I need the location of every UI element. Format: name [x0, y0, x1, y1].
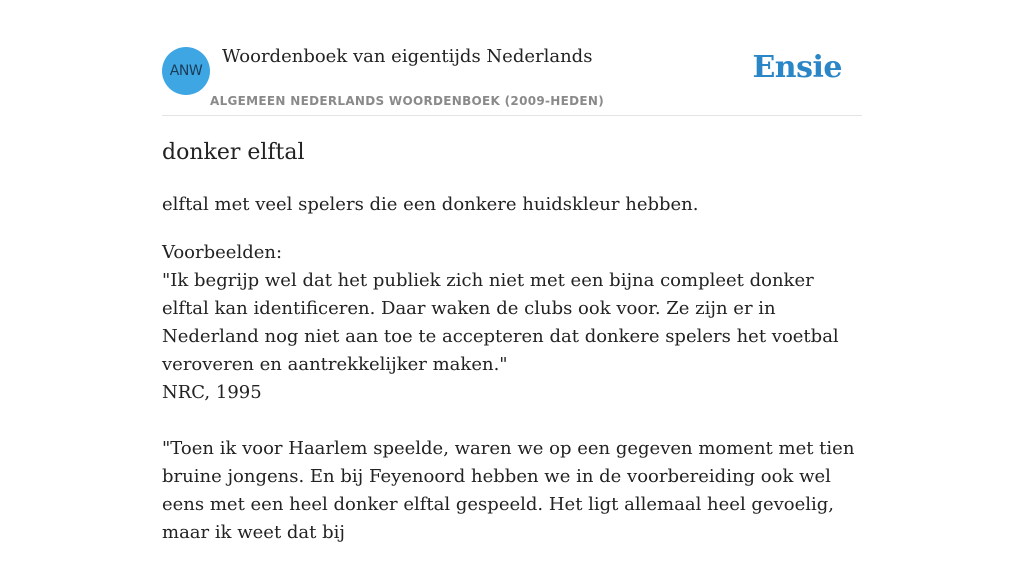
example-source: NRC, 1995 [162, 382, 262, 403]
example-quote: "Ik begrijp wel dat het publiek zich niet met een bijna compleet donker elftal kan identificeren. Daar waken de clubs ook voor. Ze zijn er in Nederland nog niet aan toe te accepteren dat donkere spelers het voetbal veroveren en aantrekkelijker maken." [162, 270, 839, 375]
example-quote: "Toen ik voor Haarlem speelde, waren we op een gegeven moment met tien bruine jongens. En bij Feyenoord hebben we in de voorbereiding ook wel eens met een heel donker elftal gespeeld. Het ligt allemaal heel gevoelig, maar ik weet dat bij [162, 438, 855, 543]
ensie-brand-logo[interactable]: Ensie [752, 50, 842, 85]
entry-definition: elftal met veel spelers die een donkere huidskleur hebben. [162, 194, 699, 215]
example-item [162, 435, 862, 547]
dictionary-subtitle: ALGEMEEN NEDERLANDS WOORDENBOEK (2009-HEDEN) [210, 94, 605, 108]
content-container [162, 0, 862, 543]
dictionary-header [162, 0, 862, 116]
dictionary-title[interactable]: Woordenboek van eigentijds Nederlands [222, 46, 593, 67]
anw-logo[interactable]: ANW [162, 47, 210, 95]
entry-headword: donker elftal [162, 140, 305, 165]
examples-label: Voorbeelden: [162, 242, 283, 263]
examples-section [162, 239, 862, 575]
example-item [162, 267, 862, 407]
